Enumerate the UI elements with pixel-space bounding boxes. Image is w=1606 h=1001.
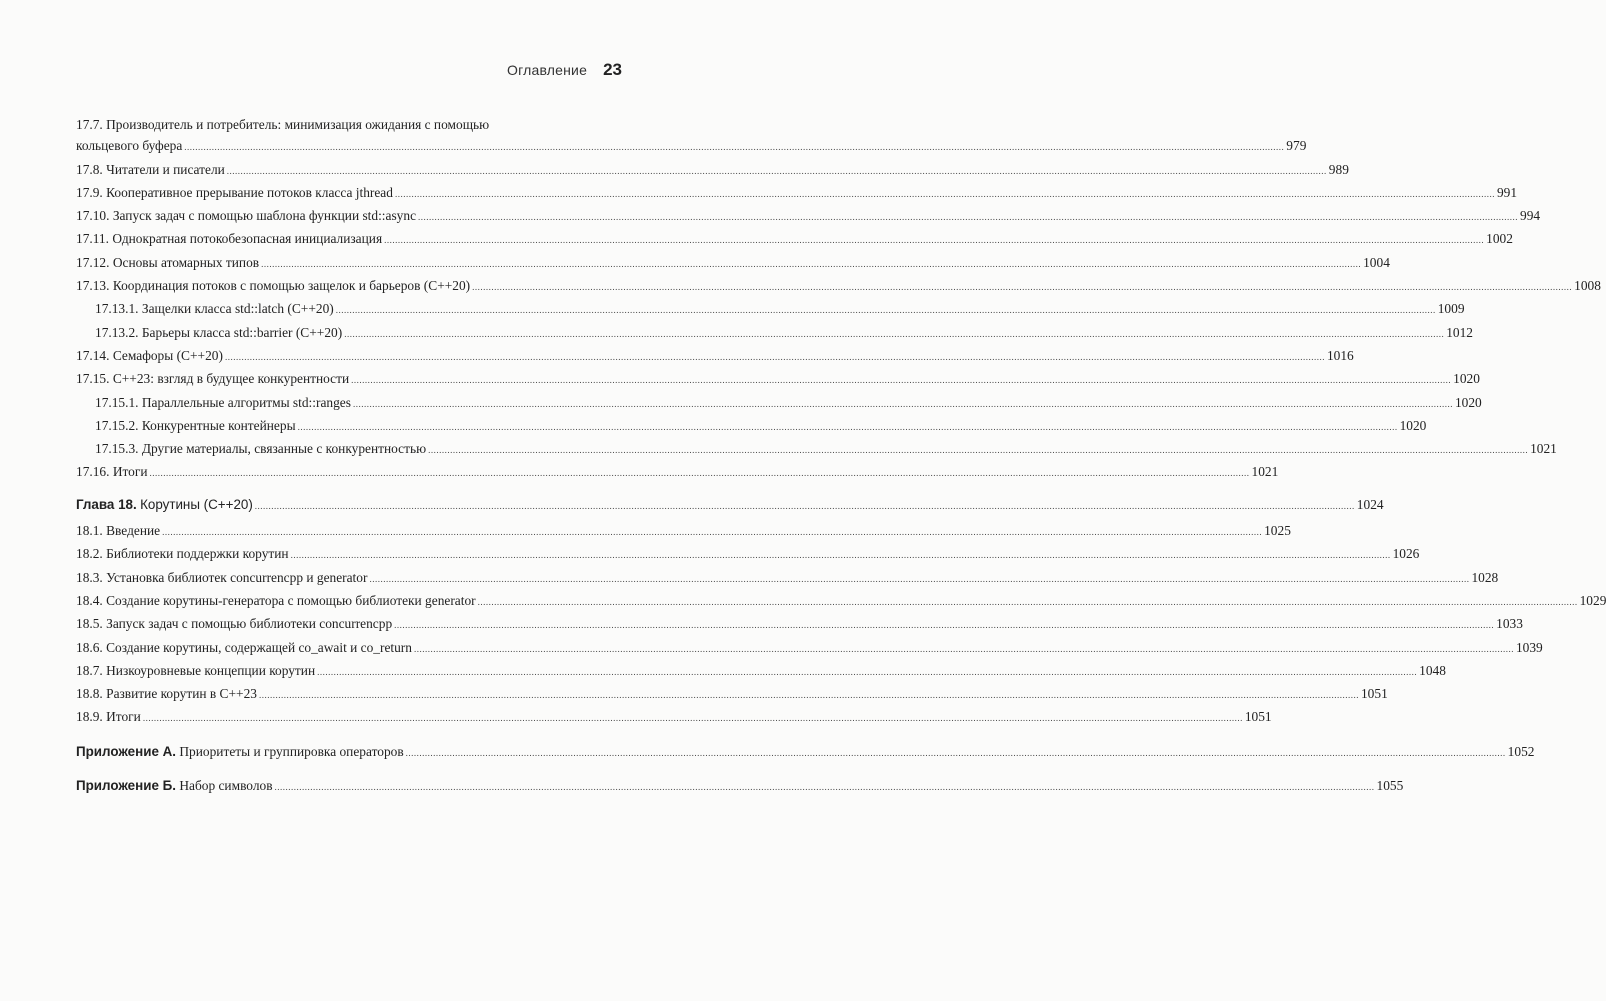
toc-entry-18-3[interactable]	[76, 567, 1499, 590]
leader-dots: ................................................................................................................................................................................................................................................................................................................................................................................................................	[418, 212, 1519, 223]
toc-entry-page: 1020	[1399, 417, 1427, 433]
toc-entry-label: 17.10. Запуск задач с помощью шаблона функции std::async	[76, 208, 417, 224]
toc-entry-label: 17.15.1. Параллельные алгоритмы std::ranges	[95, 394, 351, 410]
leader-dots: ................................................................................................................................................................................................................................................................................................................................................................................................................	[394, 620, 1495, 631]
toc-entry-17-15-3[interactable]	[76, 438, 1557, 461]
toc-entry-page: 1020	[1454, 394, 1482, 410]
leader-dots: ................................................................................................................................................................................................................................................................................................................................................................................................................	[369, 573, 1470, 584]
running-header-title: Оглавление	[507, 62, 588, 78]
leader-dots: ................................................................................................................................................................................................................................................................................................................................................................................................................	[384, 235, 1485, 246]
toc-entry-page: 1008	[1574, 278, 1601, 294]
leader-dots: ................................................................................................................................................................................................................................................................................................................................................................................................................	[142, 713, 1243, 724]
toc-entry-label: 17.15.3. Другие материалы, связанные с конкурентностью	[95, 441, 427, 457]
toc-entry-page: 1012	[1446, 324, 1473, 340]
toc-entry-label: 18.6. Создание корутины, содержащей co_await и co_return	[76, 639, 412, 655]
running-header	[507, 60, 622, 80]
toc-entry-page: 979	[1286, 138, 1307, 154]
toc-entry-17-9[interactable]	[76, 182, 1518, 205]
toc-entry-17-14[interactable]	[76, 345, 1354, 368]
toc-entry-18-5[interactable]	[76, 613, 1523, 636]
toc-entry-17-7[interactable]	[76, 135, 1307, 158]
toc-entry-18-6[interactable]	[76, 637, 1543, 660]
leader-dots: ................................................................................................................................................................................................................................................................................................................................................................................................................	[477, 596, 1578, 607]
toc-entry-page: 1029	[1579, 592, 1606, 608]
chapter-prefix: Глава 18.	[76, 496, 137, 512]
toc-entry-page: 989	[1328, 161, 1349, 177]
toc-entry-17-15-2[interactable]	[76, 415, 1427, 438]
toc-entry-page: 1051	[1360, 686, 1388, 702]
toc-entry-label: 18.9. Итоги	[76, 709, 141, 725]
toc-entry-label: 17.13. Координация потоков с помощью защелок и барьеров (C++20)	[76, 278, 471, 294]
toc-entry-18-4[interactable]	[76, 590, 1606, 613]
toc-entry-page: 1020	[1453, 371, 1480, 387]
toc-entry-label: 17.9. Кооперативное прерывание потоков класса jthread	[76, 184, 393, 200]
toc-entry-page: 1039	[1515, 639, 1543, 655]
leader-dots: ................................................................................................................................................................................................................................................................................................................................................................................................................	[428, 445, 1529, 456]
toc-appendix-label	[76, 741, 404, 762]
toc-entry-17-7-line1: 17.7. Производитель и потребитель: минимизация ожидания с помощью	[76, 117, 490, 132]
toc-entry-17-8[interactable]	[76, 159, 1349, 182]
toc-entry-page: 1028	[1471, 569, 1499, 585]
toc-entry-18-9[interactable]	[76, 706, 1272, 729]
toc-entry-label: 18.1. Введение	[76, 523, 161, 539]
toc-entry-label: 17.16. Итоги	[76, 464, 148, 480]
toc-entry-label: 18.2. Библиотеки поддержки корутин	[76, 546, 289, 562]
leader-dots: ................................................................................................................................................................................................................................................................................................................................................................................................................	[405, 747, 1506, 758]
toc-entry-page: 1033	[1496, 616, 1523, 632]
appendix-title: Набор символов	[179, 778, 273, 794]
toc-entry-label: 18.3. Установка библиотек concurrencpp и generator	[76, 569, 368, 585]
leader-dots: ................................................................................................................................................................................................................................................................................................................................................................................................................	[274, 782, 1375, 793]
leader-dots: ................................................................................................................................................................................................................................................................................................................................................................................................................	[317, 666, 1418, 677]
leader-dots: ................................................................................................................................................................................................................................................................................................................................................................................................................	[254, 500, 1355, 511]
toc-chapter-label	[76, 494, 253, 515]
toc-entry-page: 1055	[1376, 778, 1404, 794]
toc-appendix-label	[76, 775, 273, 796]
toc-entry-page: 994	[1520, 208, 1541, 224]
leader-dots: ................................................................................................................................................................................................................................................................................................................................................................................................................	[394, 188, 1495, 199]
leader-dots: ................................................................................................................................................................................................................................................................................................................................................................................................................	[297, 421, 1398, 432]
leader-dots: ................................................................................................................................................................................................................................................................................................................................................................................................................	[162, 527, 1263, 538]
toc-entry-label: 17.14. Семафоры (C++20)	[76, 347, 223, 363]
toc-entry-17-10[interactable]	[76, 205, 1541, 228]
toc-entry-page: 1009	[1437, 301, 1465, 317]
toc-entry-label: 18.8. Развитие корутин в C++23	[76, 686, 257, 702]
toc-entry-label: 17.15. C++23: взгляд в будущее конкурентности	[76, 371, 350, 387]
table-of-contents	[76, 114, 1606, 798]
toc-appendix-b[interactable]	[76, 775, 1404, 798]
toc-entry-page: 1021	[1530, 441, 1557, 457]
chapter-title: Корутины (C++20)	[140, 496, 253, 512]
toc-entry-18-7[interactable]	[76, 660, 1446, 683]
leader-dots: ................................................................................................................................................................................................................................................................................................................................................................................................................	[290, 550, 1391, 561]
toc-appendix-a[interactable]	[76, 741, 1535, 764]
toc-entry-17-12[interactable]	[76, 252, 1390, 275]
toc-entry-page: 1004	[1363, 254, 1390, 270]
toc-entry-label: 18.7. Низкоуровневые концепции корутин	[76, 662, 316, 678]
toc-entry-label: 17.8. Читатели и писатели	[76, 161, 225, 177]
toc-entry-label: кольцевого буфера	[76, 138, 183, 154]
toc-entry-label: 17.15.2. Конкурентные контейнеры	[95, 417, 296, 433]
toc-entry-18-2[interactable]	[76, 543, 1420, 566]
toc-entry-17-15-1[interactable]	[76, 392, 1482, 415]
toc-entry-18-8[interactable]	[76, 683, 1388, 706]
appendix-title: Приоритеты и группировка операторов	[179, 743, 404, 759]
leader-dots: ................................................................................................................................................................................................................................................................................................................................................................................................................	[472, 282, 1573, 293]
toc-entry-17-13-1[interactable]	[76, 298, 1465, 321]
toc-entry-page: 1002	[1486, 231, 1513, 247]
toc-entry-page: 1051	[1244, 709, 1272, 725]
page-number: 23	[603, 60, 622, 79]
toc-entry-17-13[interactable]	[76, 275, 1601, 298]
toc-entry-18-1[interactable]	[76, 520, 1291, 543]
leader-dots: ................................................................................................................................................................................................................................................................................................................................................................................................................	[258, 690, 1359, 701]
toc-entry-page: 1016	[1326, 347, 1354, 363]
toc-entry-page: 1025	[1264, 523, 1291, 539]
toc-entry-label: 17.11. Однократная потокобезопасная инициализация	[76, 231, 383, 247]
toc-entry-17-13-2[interactable]	[76, 322, 1473, 345]
toc-entry-label: 17.13.1. Защелки класса std::latch (C++20)	[95, 301, 334, 317]
toc-entry-page: 1026	[1392, 546, 1420, 562]
leader-dots: ................................................................................................................................................................................................................................................................................................................................................................................................................	[184, 142, 1285, 153]
appendix-prefix: Приложение Б.	[76, 778, 176, 794]
leader-dots: ................................................................................................................................................................................................................................................................................................................................................................................................................	[344, 328, 1445, 339]
toc-entry-17-11[interactable]	[76, 228, 1513, 251]
toc-entry-page: 1048	[1419, 662, 1446, 678]
leader-dots: ................................................................................................................................................................................................................................................................................................................................................................................................................	[261, 258, 1362, 269]
leader-dots: ................................................................................................................................................................................................................................................................................................................................................................................................................	[413, 643, 1514, 654]
toc-entry-page: 1024	[1356, 496, 1384, 512]
toc-entry-label: 17.12. Основы атомарных типов	[76, 254, 260, 270]
toc-entry-page: 1021	[1251, 464, 1279, 480]
appendix-prefix: Приложение А.	[76, 743, 177, 759]
toc-entry-page: 991	[1496, 184, 1518, 200]
toc-entry-label: 18.4. Создание корутины-генератора с помощью библиотеки generator	[76, 592, 476, 608]
toc-entry-17-16[interactable]	[76, 461, 1279, 484]
leader-dots: ................................................................................................................................................................................................................................................................................................................................................................................................................	[224, 351, 1325, 362]
toc-entry-label: 18.5. Запуск задач с помощью библиотеки concurrencpp	[76, 616, 393, 632]
toc-entry-17-15[interactable]	[76, 368, 1480, 391]
leader-dots: ................................................................................................................................................................................................................................................................................................................................................................................................................	[149, 468, 1250, 479]
leader-dots: ................................................................................................................................................................................................................................................................................................................................................................................................................	[352, 398, 1453, 409]
toc-entry-label: 17.13.2. Барьеры класса std::barrier (C++20)	[95, 324, 343, 340]
toc-chapter-18[interactable]	[76, 494, 1384, 517]
leader-dots: ................................................................................................................................................................................................................................................................................................................................................................................................................	[226, 165, 1327, 176]
leader-dots: ................................................................................................................................................................................................................................................................................................................................................................................................................	[335, 305, 1436, 316]
leader-dots: ................................................................................................................................................................................................................................................................................................................................................................................................................	[351, 375, 1452, 386]
toc-entry-page: 1052	[1507, 743, 1535, 759]
